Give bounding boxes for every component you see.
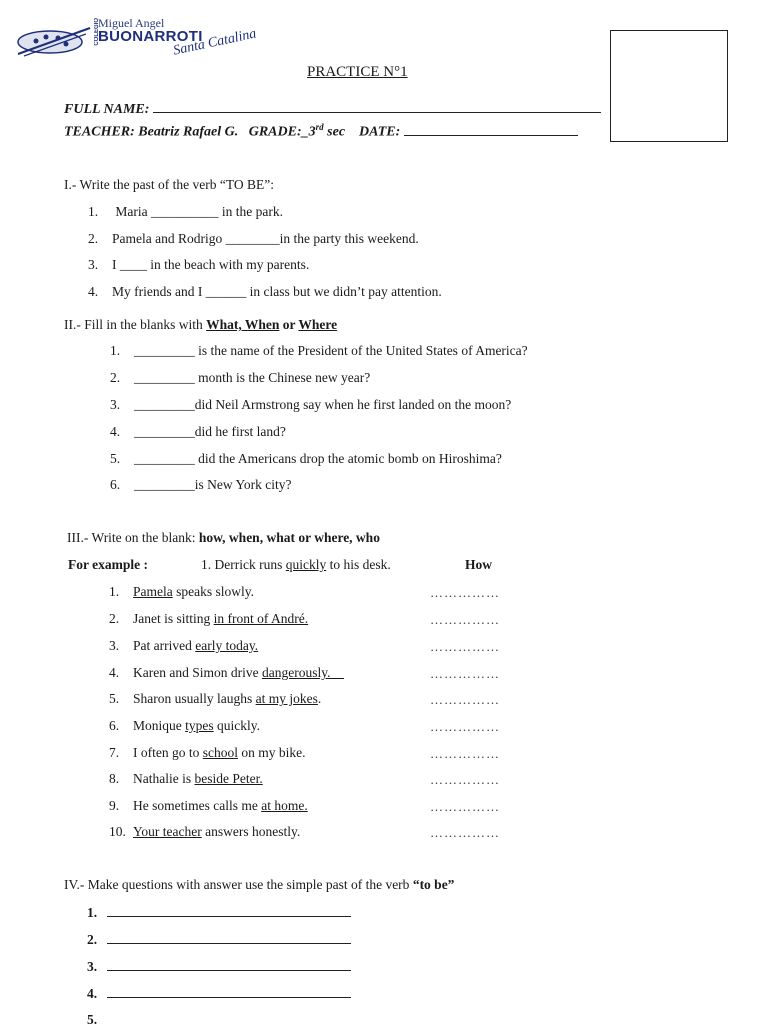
- item-number: 2.: [88, 231, 99, 246]
- s1-item: [88, 204, 283, 220]
- item-text-underlined: Pamela: [133, 584, 173, 599]
- item-text-pre: Karen and Simon drive: [133, 665, 262, 680]
- item-number: 3.: [110, 397, 121, 412]
- item-text-pre: Pat arrived: [133, 638, 196, 653]
- item-text-underlined: in front of André.: [213, 611, 309, 626]
- item-number: 7.: [109, 745, 120, 760]
- item-text-underlined: at my jokes: [255, 691, 318, 706]
- example-label: For example :: [68, 557, 148, 572]
- section4-heading-bold: “to be”: [412, 877, 455, 892]
- s3-item: [109, 771, 263, 787]
- answer-dots[interactable]: ……………: [430, 585, 500, 600]
- item-text-post: quickly.: [213, 718, 260, 733]
- item-number: 2.: [87, 932, 98, 947]
- item-text-post: in class but we didn’t pay attention.: [246, 284, 442, 299]
- item-number: 5.: [110, 451, 121, 466]
- item-text-pre: Nathalie is: [133, 771, 195, 786]
- item-text-pre: Janet is sitting: [133, 611, 214, 626]
- answer-blank[interactable]: _________: [134, 397, 195, 412]
- item-text-post: in the beach with my parents.: [146, 257, 310, 272]
- item-text-pre: I: [112, 257, 120, 272]
- item-text: is New York city?: [194, 477, 292, 492]
- item-text-pre: Sharon usually laughs: [133, 691, 256, 706]
- item-number: 2.: [110, 370, 121, 385]
- example-underlined: quickly: [285, 557, 327, 572]
- item-number: 3.: [87, 959, 98, 974]
- answer-dots[interactable]: ……………: [430, 666, 500, 681]
- example-post: to his desk.: [326, 557, 391, 572]
- example-pre: 1. Derrick runs: [201, 557, 286, 572]
- item-text-post: .: [317, 691, 322, 706]
- full-name-label: FULL NAME:: [64, 102, 150, 117]
- question-line[interactable]: [107, 943, 351, 944]
- answer-dots[interactable]: ……………: [430, 799, 500, 814]
- section1-heading: I.- Write the past of the verb “TO BE”:: [64, 177, 275, 192]
- item-number: 4.: [87, 986, 98, 1001]
- logo-line2: BUONARROTI: [98, 28, 203, 45]
- answer-dots[interactable]: ……………: [430, 825, 500, 840]
- s2-item: [110, 343, 528, 359]
- s3-item: [109, 798, 308, 814]
- answer-blank[interactable]: _________: [134, 424, 195, 439]
- item-text-pre: I often go to: [133, 745, 203, 760]
- item-number: 1.: [109, 584, 120, 599]
- item-number: 6.: [109, 718, 120, 733]
- item-number: 3.: [109, 638, 120, 653]
- question-line[interactable]: [107, 970, 351, 971]
- item-number: 4.: [88, 284, 99, 299]
- item-text-pre: My friends and I: [112, 284, 206, 299]
- s1-item: [88, 257, 309, 273]
- answer-blank[interactable]: __________: [150, 204, 219, 219]
- section2-heading: [64, 317, 337, 333]
- s4-item: [87, 905, 351, 921]
- section2-heading-or: or: [279, 317, 299, 332]
- item-text-post: in the park.: [218, 204, 283, 219]
- item-text-underlined: early today.: [195, 638, 259, 653]
- item-number: 4.: [109, 665, 120, 680]
- s3-item: [109, 745, 306, 761]
- date-field[interactable]: [404, 135, 578, 136]
- section2-heading-where: Where: [298, 317, 338, 332]
- item-number: 5.: [87, 1012, 98, 1027]
- s2-item: [110, 477, 292, 493]
- answer-blank[interactable]: _________: [134, 370, 195, 385]
- answer-blank[interactable]: ____: [119, 257, 147, 272]
- example-answer-text: How: [465, 557, 492, 572]
- item-number: 5.: [109, 691, 120, 706]
- logo-line3: Santa Catalina: [172, 26, 258, 59]
- grade-sup: rd: [315, 122, 324, 132]
- s3-item: [109, 691, 321, 707]
- s3-item: [109, 611, 308, 627]
- item-text-pre: Monique: [133, 718, 186, 733]
- section3-heading: [67, 530, 380, 546]
- answer-blank[interactable]: ______: [205, 284, 247, 299]
- full-name-field[interactable]: [153, 112, 601, 113]
- item-text-post: speaks slowly.: [172, 584, 254, 599]
- item-text-underlined: Your teacher: [133, 824, 202, 839]
- s2-item: [110, 451, 502, 467]
- s1-item: [88, 231, 419, 247]
- answer-dots[interactable]: ……………: [430, 772, 500, 787]
- s4-item: [87, 1012, 97, 1028]
- item-text-post: answers honestly.: [201, 824, 301, 839]
- section3-example-sentence: [201, 557, 391, 573]
- question-line[interactable]: [107, 916, 351, 917]
- answer-blank[interactable]: ________: [225, 231, 280, 246]
- full-name-row: [64, 102, 601, 118]
- item-number: 1.: [88, 204, 99, 219]
- item-number: 4.: [110, 424, 121, 439]
- grade-label: GRADE:_3: [248, 124, 316, 140]
- item-text-underlined: types: [185, 718, 214, 733]
- teacher-label: TEACHER: Beatriz Rafael G.: [64, 124, 239, 140]
- answer-dots[interactable]: ……………: [430, 639, 500, 654]
- section2-heading-pre: II.- Fill in the blanks with: [64, 317, 207, 332]
- grade-suffix: sec: [323, 124, 346, 140]
- item-text-underlined: beside Peter.: [194, 771, 263, 786]
- answer-blank[interactable]: _________: [134, 451, 195, 466]
- s3-item: [109, 718, 260, 734]
- item-text: month is the Chinese new year?: [194, 370, 371, 385]
- section4-heading-pre: IV.- Make questions with answer use the simple past of the verb: [64, 877, 413, 892]
- item-text: did he first land?: [194, 424, 286, 439]
- item-text: did the Americans drop the atomic bomb on Hiroshima?: [194, 451, 502, 466]
- item-text-post: on my bike.: [238, 745, 306, 760]
- item-number: 10.: [109, 824, 126, 839]
- item-number: 2.: [109, 611, 120, 626]
- answer-dots[interactable]: ……………: [430, 612, 500, 627]
- item-text: did Neil Armstrong say when he first landed on the moon?: [194, 397, 512, 412]
- s4-item: [87, 959, 351, 975]
- item-text-underlined: school: [202, 745, 238, 760]
- teacher-row: [64, 122, 578, 141]
- logo-line1: Miguel Angel: [98, 16, 165, 30]
- section4-heading: [64, 877, 454, 893]
- palette-logo-icon: [14, 22, 94, 58]
- s4-item: [87, 986, 351, 1002]
- s2-item: [110, 370, 370, 386]
- item-text-pre: He sometimes calls me: [133, 798, 262, 813]
- section3-heading-pre: III.- Write on the blank:: [67, 530, 199, 545]
- s3-item: [109, 584, 254, 600]
- example-answer: [465, 557, 492, 573]
- answer-blank[interactable]: _________: [134, 477, 195, 492]
- logo-vertical-text: COLEGIO: [94, 18, 100, 46]
- item-text-pre: Pamela and Rodrigo: [112, 231, 226, 246]
- answer-dots[interactable]: ……………: [430, 746, 500, 761]
- item-text-post: in the party this weekend.: [279, 231, 419, 246]
- item-text-pre: Maria: [112, 204, 151, 219]
- answer-dots[interactable]: ……………: [430, 719, 500, 734]
- s3-item: [109, 824, 300, 840]
- section3-heading-bold: how, when, what or where, who: [198, 530, 380, 545]
- item-number: 1.: [110, 343, 121, 358]
- item-number: 6.: [110, 477, 121, 492]
- photo-box: [610, 30, 728, 142]
- item-number: 1.: [87, 905, 98, 920]
- s3-item: [109, 638, 258, 654]
- date-label: DATE:: [359, 124, 401, 140]
- s2-item: [110, 397, 511, 413]
- question-line[interactable]: [107, 997, 351, 998]
- section3-example: [68, 557, 148, 573]
- answer-blank[interactable]: _________: [134, 343, 195, 358]
- s3-item: [109, 665, 344, 681]
- s4-item: [87, 932, 351, 948]
- s2-item: [110, 424, 286, 440]
- item-number: 8.: [109, 771, 120, 786]
- answer-dots[interactable]: ……………: [430, 692, 500, 707]
- item-number: 9.: [109, 798, 120, 813]
- s1-item: [88, 284, 442, 300]
- item-text: is the name of the President of the United States of America?: [194, 343, 528, 358]
- page-title: PRACTICE N°1: [307, 64, 408, 80]
- section2-heading-bold: What, When: [206, 317, 280, 332]
- school-logo: [14, 14, 264, 68]
- item-text-underlined: at home.: [261, 798, 308, 813]
- item-text-underlined: dangerously.: [261, 665, 344, 680]
- item-number: 3.: [88, 257, 99, 272]
